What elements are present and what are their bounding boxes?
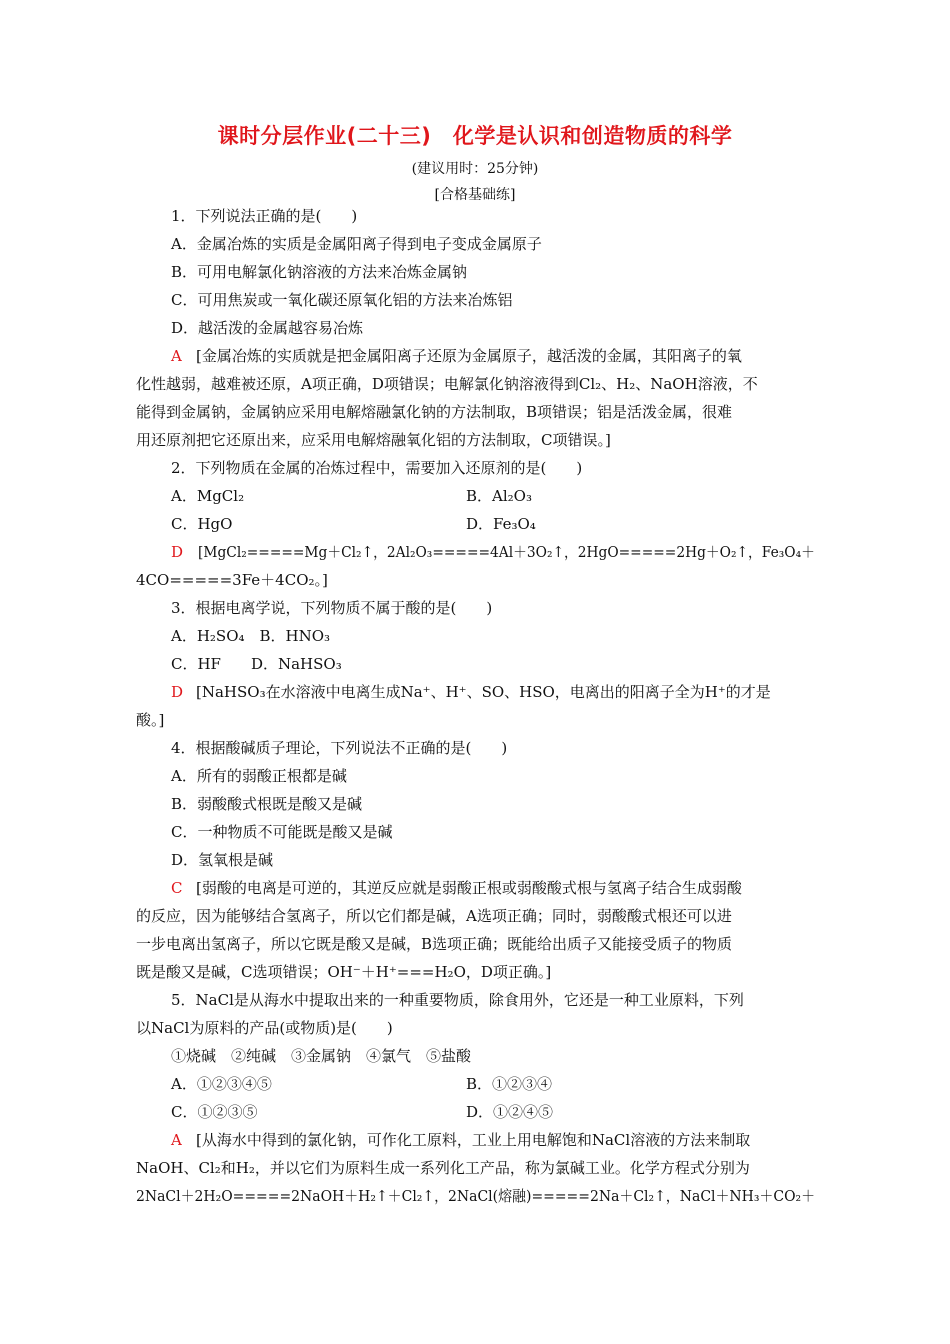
q5-option-d: D．①②④⑤ — [466, 1103, 554, 1121]
page-title: 课时分层作业(二十三) 化学是认识和创造物质的科学 — [217, 124, 733, 148]
q4-option-d: D．氢氧根是碱 — [171, 851, 274, 869]
q2-explanation-line: [MgCl₂=====Mg＋Cl₂↑，2Al₂O₃=====4Al＋3O₂↑，2HgO=====2Hg＋O₂↑，Fe₃O₄＋ — [198, 543, 815, 561]
q1-explanation-line: 能得到金属钠，金属钠应采用电解熔融氯化钠的方法制取，B项错误；铝是活泼金属，很难 — [136, 403, 733, 421]
q4-option-b: B．弱酸酸式根既是酸又是碱 — [171, 795, 363, 813]
q2-answer: D — [171, 543, 184, 561]
q1-option-b: B．可用电解氯化钠溶液的方法来冶炼金属钠 — [171, 263, 468, 281]
section-heading: [合格基础练] — [434, 187, 516, 203]
q1-explanation-line: 化性越弱，越难被还原，A项正确，D项错误；电解氯化钠溶液得到Cl₂、H₂、NaOH溶液，不 — [136, 375, 758, 393]
q3-stem: 3．根据电离学说，下列物质不属于酸的是( ) — [171, 599, 493, 617]
q4-explanation-line: 既是酸又是碱，C选项错误；OH⁻＋H⁺===H₂O，D项正确。] — [136, 963, 552, 981]
q3-options-cd: C．HF D．NaHSO₃ — [171, 655, 342, 673]
q2-option-a: A．MgCl₂ — [171, 487, 245, 505]
q4-explanation-line: 一步电离出氢离子，所以它既是酸又是碱，B选项正确；既能给出质子又能接受质子的物质 — [136, 935, 733, 953]
q2-stem: 2．下列物质在金属的冶炼过程中，需要加入还原剂的是( ) — [171, 459, 583, 477]
q5-explanation-line: [从海水中得到的氯化钠，可作化工原料，工业上用电解饱和NaCl溶液的方法来制取 — [196, 1131, 751, 1149]
q1-stem: 1．下列说法正确的是( ) — [171, 207, 358, 225]
q2-option-c: C．HgO — [171, 515, 233, 533]
q2-option-d: D．Fe₃O₄ — [466, 515, 536, 533]
q1-option-a: A．金属冶炼的实质是金属阳离子得到电子变成金属原子 — [171, 235, 542, 253]
q1-option-d: D．越活泼的金属越容易冶炼 — [171, 319, 364, 337]
q3-options-ab: A．H₂SO₄ B．HNO₃ — [171, 627, 331, 645]
q2-option-b: B．Al₂O₃ — [466, 487, 532, 505]
q5-option-b: B．①②③④ — [466, 1075, 553, 1093]
q5-option-a: A．①②③④⑤ — [171, 1075, 272, 1093]
q4-explanation-line: [弱酸的电离是可逆的，其逆反应就是弱酸正根或弱酸酸式根与氢离子结合生成弱酸 — [196, 879, 742, 897]
q3-explanation-line: 酸。] — [136, 711, 165, 729]
q3-answer: D — [171, 683, 184, 701]
q5-option-c: C．①②③⑤ — [171, 1103, 258, 1121]
q2-explanation-line: 4CO=====3Fe＋4CO₂。] — [136, 571, 328, 589]
q5-explanation-line: NaOH、Cl₂和H₂，并以它们为原料生成一系列化工产品，称为氯碱工业。化学方程式分别为 — [136, 1159, 750, 1177]
q5-items: ①烧碱 ②纯碱 ③金属钠 ④氯气 ⑤盐酸 — [171, 1047, 472, 1065]
q4-stem: 4．根据酸碱质子理论，下列说法不正确的是( ) — [171, 739, 508, 757]
q1-answer: A — [171, 347, 182, 365]
q5-explanation-line: 2NaCl＋2H₂O=====2NaOH＋H₂↑＋Cl₂↑，2NaCl(熔融)=====2Na＋Cl₂↑，NaCl＋NH₃＋CO₂＋ — [136, 1187, 816, 1205]
q4-option-a: A．所有的弱酸正根都是碱 — [171, 767, 347, 785]
q5-stem: 5．NaCl是从海水中提取出来的一种重要物质，除食用外，它还是一种工业原料，下列 — [171, 991, 744, 1009]
q4-answer: C — [171, 879, 183, 897]
q4-option-c: C．一种物质不可能既是酸又是碱 — [171, 823, 393, 841]
time-note: (建议用时：25分钟) — [411, 161, 539, 177]
q3-explanation-line: [NaHSO₃在水溶液中电离生成Na⁺、H⁺、SO、HSO，电离出的阳离子全为H⁺的才是 — [196, 683, 771, 701]
q4-explanation-line: 的反应，因为能够结合氢离子，所以它们都是碱，A选项正确；同时，弱酸酸式根还可以进 — [136, 907, 732, 925]
q5-answer: A — [171, 1131, 182, 1149]
q1-explanation-line: 用还原剂把它还原出来，应采用电解熔融氧化铝的方法制取，C项错误。] — [136, 431, 611, 449]
q5-stem: 以NaCl为原料的产品(或物质)是( ) — [136, 1019, 393, 1037]
q1-explanation-line: [金属冶炼的实质就是把金属阳离子还原为金属原子，越活泼的金属，其阳离子的氧 — [196, 347, 742, 365]
q1-option-c: C．可用焦炭或一氧化碳还原氧化铝的方法来冶炼铝 — [171, 291, 513, 309]
